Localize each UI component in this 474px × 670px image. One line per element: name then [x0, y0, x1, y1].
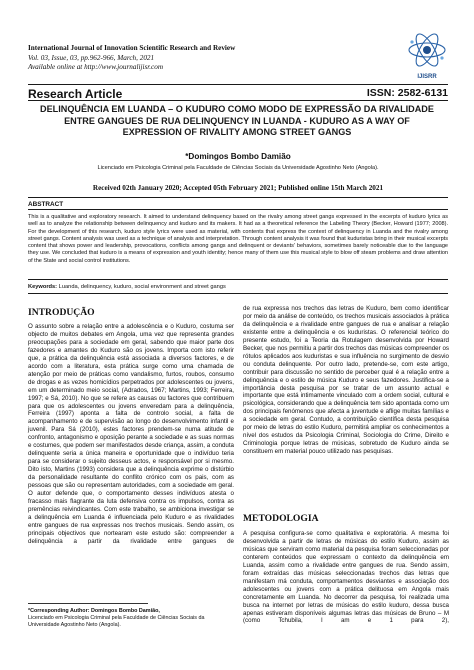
journal-name: International Journal of Innovation Scientific Research and Review [28, 44, 236, 52]
author-name: *Domingos Bombo Damião [185, 152, 291, 161]
article-title: DELINQUÊNCIA EM LUANDA – O KUDURO COMO MODO DE EXPRESSÃO DA RIVALIDADE ENTRE GANGUES DE RUA DELINQUENCY IN LUANDA - KUDURO AS A WAY OF EXPRESSION OF RIVALITY AMONG STREET GANGS [40, 104, 434, 138]
abstract-heading: ABSTRACT [28, 201, 64, 208]
methodology-text [243, 530, 449, 625]
keywords-label: Keywords: [28, 284, 58, 290]
publication-dates: Received 02th January 2020; Accepted 05th February 2021; Published online 15th March 2021 [92, 184, 384, 192]
header-rule [28, 84, 448, 85]
issn: ISSN: 2582-6131 [366, 87, 448, 99]
introduction-paragraph: O assunto sobre a relação entre a adolescência e o Kuduro, costuma ser objecto de muitos debates em Angola, uma vez que representa grandes preocupações para a sociedade em geral, sabendo que maior parte dos fazedores e amantes do Kuduro são os jovens. Importa com isto referir que, a prática da delinquência está associada a diversos factores, e de acordo com a literatura, esta prática surge como uma chamada de atenção por meio de práticas como vandalismo, furtos, roubos, consumo de drogas e as vezes homicídios perpetrados por adolescentes ou jovens, em um determinado meio social, (Adrados, 1967; Martins, 1993; Ferreira, 1997; e Sá, 2010). No que se refere as causas ou factores que contribuem para que os adolescentes ou jovens enveredam para a delinquência, Ferreira (1997) aponta a falta de controlo social, a falta de acompanhamento e de supervisão ao longo do desenvolvimento infantil e juvenil. Para Sá (2010), estes factores prendem-se numa atitude de confronto, antagonismo e oposição perante a sociedade e as suas normas e costumes, que podem ser manifestados desde criança, assim, a conduta delinquente seria a única maneira e oportunidade que o indivíduo teria para se considerar o sujeito desseus actos, e responsável por si mesmo. Dito isto, Martins (1993) considera que a delinquência exprime o distúrbio da personalidade resultante do conflito crónico com os pais, com as pessoas que são ou representam autoridades, com a sociedade em geral. O autor defende que, o comportamento desses indivíduos atesta o fracasso mais flagrante da luta defensiva contra os impulsos, contra as premências reivindicantes. Com este trabalho, se ambiciona investigar se a delinquência em Luanda é influenciada pelo Kuduro e as rivalidades entre gangues de rua expressas nos trechos musicais. Sendo assim, os principais objectivos que nortearam este estudo são: compreender a delinquência a partir da rivalidade entre gangues de [28, 323, 234, 545]
journal-header [28, 44, 388, 73]
footnote-text: Licenciado em Psicologia Criminal pela Faculdade de Ciências Sociais da Universidade Agostinho Neto (Angola). [28, 614, 205, 628]
keywords-list: Luanda, delinquency, kuduro, social environment and street gangs [58, 284, 226, 290]
abstract-text: This is a qualitative and exploratory research. It aimed to understand delinquency based on the rivalry among street gangs expressed in the excerpts of kuduro lyrics as well as to analyze the relationship between delinquency and kuduro and its makers. It had as a theoretical reference the Labeling Theory (Becker, Howard (1977; 2008). For the development of this research, kuduro style lyrics were used as material, with contents that express the context of delinquency in Luanda and the rivalry among street gangs. Content analysis was used as a technique of analysis and interpretation. Through content analysis it was found that kuduristas bring in their musical excerpts content that shows power and leadership, provocations, conflicts among gangs and delinquent or deviants' behaviors, sometimes barely noticeable due to the language they use. We concluded that kuduro is a means of expression and youth identity; hence many of them use this musical style to blow off steam problems and draw attention of the State and social control institutions. [28, 214, 448, 264]
volume-line: Vol. 03, Issue, 03, pp.962-966, March, 2021 [28, 53, 155, 62]
footnote-label: *Corresponding Author: Domingos Bombo Damião, [28, 608, 160, 614]
abstract-top-rule [28, 197, 448, 198]
corresponding-author-note [28, 608, 234, 628]
keywords-bottom-rule [28, 293, 448, 294]
article-type: Research Article [28, 87, 123, 101]
introduction-heading: INTRODUÇÃO [28, 307, 95, 318]
abstract-head-rule [28, 209, 448, 210]
keywords-top-rule [28, 279, 448, 280]
methodology-paragraph: A pesquisa configura-se como qualitativa e exploratória. A mesma foi desenvolvida a partir de letras de músicas do estilo Kuduro, assim as músicas que serviram como material da pesquisa foram seleccionadas por conterem conteúdos que expressam o contexto da delinquência em Luanda, assim como a rivalidade entre gangues de rua. Sendo assim, foram extraídas das músicas seleccionadas trechos das letras que manifestam má conduta, comportamentos desviantes e associação dos adolescentes ou jovens com a prática delituosa em Angola mais concretamente em Luanda. No decorrer da pesquisa, foi realizada uma busca na internet por letras de músicas do estilo kuduro, dessa busca apenas estiveram disponíveis algumas letras das músicas de Bruno – M (como Tchubila, I am e 1 para 2), [243, 530, 449, 625]
author-affiliation: Licenciado em Psicologia Criminal pela Faculdade de Ciências Sociais da Universidade Agostinho Neto (Angola). [97, 165, 379, 171]
availability-line: Available online at http://www.journalijisr.com [28, 63, 164, 72]
methodology-heading: METODOLOGIA [243, 513, 319, 524]
footnote-rule [28, 603, 148, 604]
keywords [28, 284, 448, 290]
journal-logo [404, 28, 450, 84]
introduction-text [28, 323, 234, 546]
introduction-continued-paragraph: de rua expressa nos trechos das letras de Kuduro, bem como identificar por meio da análise de conteúdo, os trechos musicais associados à prática da delinquência e a rivalidade entre gangues de rua e analisar a relação existente entre a delinquência e os kuduristas. O referencial teórico do presente estudo, foi a Teoria da Rotulagem desenvolvida por Howard Becker, que nos permitiu a partir dos trechos das músicas compreender os rótulos aplicados aos kuduristas e sua influência no surgimento de desvio ou conduta delinquente. Por outro lado, pretende-se, com este artigo, contribuir para discussão no sentido de perceber qual é a relação entre a delinquência e o estilo de música Kuduro e seus fazedores. Justifica-se a importância desta pesquisa por se tratar de um assunto actual e importante que está intimamente vinculado com a ordem social, cultural e psicológica, considerando que a delinquência tem sido apontada como um dos principais fenómenos que afecta a juventude e aflige muitas famílias e a sociedade em geral. Contudo, a contribuição científica desta pesquisa por meio de letras do estilo Kuduro, permitirá ampliar os conhecimentos a nível dos estudos da Psicologia Criminal, Sociologia do Crime, Direito e Criminologia porque letras de músicas, sobretudo de Kuduro ainda se constituem em material pouco utilizado nas pesquisas. [243, 305, 449, 456]
introduction-continued [243, 305, 449, 456]
logo-text: IJISRR [417, 74, 437, 80]
title-rule [28, 100, 448, 101]
